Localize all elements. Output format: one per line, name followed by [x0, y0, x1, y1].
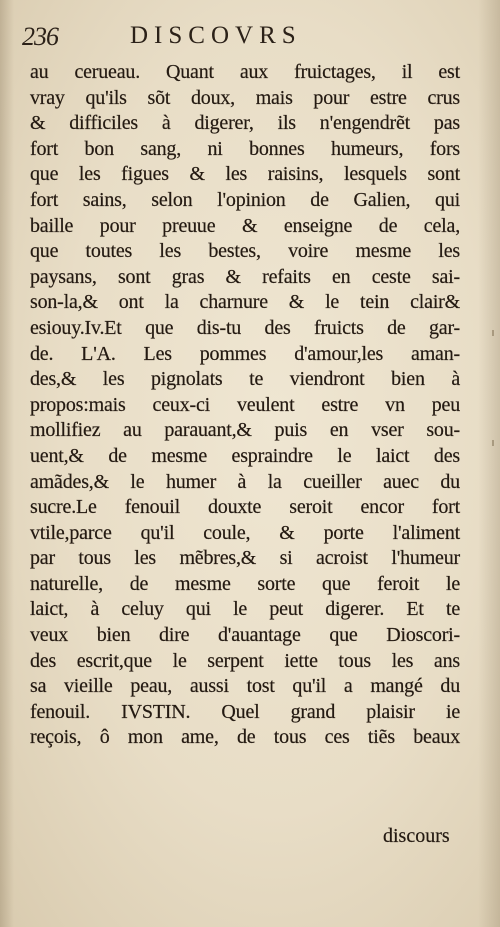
margin-mark	[492, 330, 494, 336]
text-line: paysans, sont gras & refaits en ceste sai-	[30, 265, 460, 288]
text-line: sa vieille peau, aussi tost qu'il a mangé du	[30, 675, 460, 698]
text-line: vray qu'ils sõt doux, mais pour estre crus	[30, 86, 460, 109]
text-line: laict, à celuy qui le peut digerer. Et te	[30, 598, 460, 621]
page-header	[22, 20, 462, 56]
text-line: reçois, ô mon ame, de tous ces tiẽs beaux	[30, 726, 460, 749]
text-line: des,& les pignolats te viendront bien à	[30, 368, 460, 391]
body-text	[30, 60, 460, 751]
text-line: son-la,& ont la charnure & le tein clair&	[30, 291, 460, 314]
page-gutter-shadow	[478, 0, 500, 927]
running-head: DISCOVRS	[130, 22, 302, 49]
text-line: au cerueau. Quant aux fruictages, il est	[30, 61, 460, 83]
text-line: amãdes,& le humer à la cueiller auec du	[30, 470, 460, 493]
text-line: uent,& de mesme espraindre le laict des	[30, 444, 460, 467]
page-number: 236	[22, 22, 58, 51]
text-line: par tous les mẽbres,& si acroist l'humeur	[30, 547, 460, 570]
text-line: & difficiles à digerer, ils n'engendrẽt pas	[30, 112, 460, 135]
text-line: de. L'A. Les pommes d'amour,les aman-	[30, 342, 460, 365]
text-line: naturelle, de mesme sorte que feroit le	[30, 572, 460, 595]
margin-mark	[492, 440, 494, 446]
text-line: des escrit,que le serpent iette tous les ans	[30, 649, 460, 672]
text-line: propos:mais ceux-ci veulent estre vn peu	[30, 393, 460, 416]
page-left-edge	[0, 0, 14, 927]
text-line: esiouy.Iv.Et que dis-tu des fruicts de gar-	[30, 316, 460, 339]
text-line: sucre.Le fenouil douxte seroit encor fort	[30, 496, 460, 519]
text-line: que toutes les bestes, voire mesme les	[30, 240, 460, 263]
text-line: baille pour preuue & enseigne de cela,	[30, 214, 460, 237]
text-line: veux bien dire d'auantage que Dioscori-	[30, 624, 460, 647]
text-line: mollifiez au parauant,& puis en vser sou-	[30, 419, 460, 442]
text-line: fort bon sang, ni bonnes humeurs, fors	[30, 137, 460, 160]
catchword: discours	[383, 825, 450, 847]
text-line: fort sains, selon l'opinion de Galien, qui	[30, 188, 460, 211]
text-line: que les figues & les raisins, lesquels sont	[30, 163, 460, 186]
text-line: fenouil. IVSTIN. Quel grand plaisir ie	[30, 700, 460, 723]
text-line: vtile,parce qu'il coule, & porte l'aliment	[30, 521, 460, 544]
